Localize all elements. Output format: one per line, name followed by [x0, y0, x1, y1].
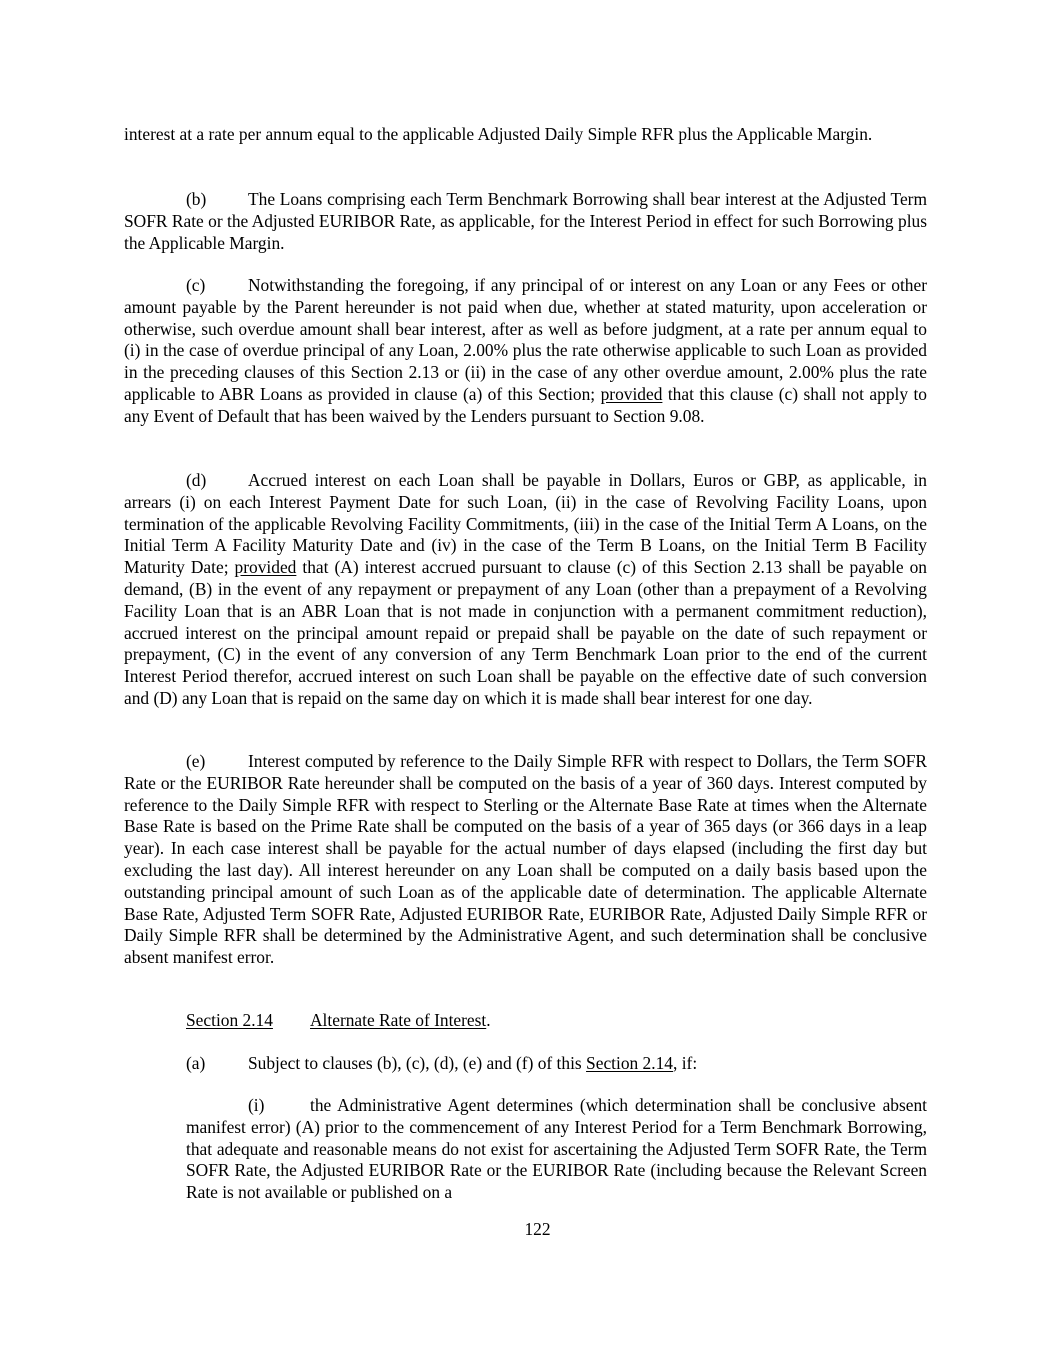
- section-title: Alternate Rate of Interest: [310, 1010, 487, 1030]
- paragraph-d-text-1: Accrued interest on each Loan shall be payable in Dollars, Euros or GBP, as applicable, in arrears (i) on each Interest Payment Date for such Loan, (ii) in the case of Revolving Facility Loans, upon termination of the applicable Revolving Facility Commitments, (iii) in the case of the Initial Term A Loans, on the Initial Term A Facility Maturity Date and (iv) in the case of the Term B Loans, on the Initial Term B Facility Maturity Date;: [124, 470, 927, 578]
- clause-label-b: (b): [186, 189, 207, 209]
- paragraph-e-text: Interest computed by reference to the Daily Simple RFR with respect to Dollars, the Term SOFR Rate or the EURIBOR Rate hereunder shall be computed on the basis of a year of 360 days. Interest computed by reference to the Daily Simple RFR with respect to Sterling or the Alternate Base Rate at times when the Alternate Base Rate is based on the Prime Rate shall be computed on the basis of a year of 365 days (or 366 days in a leap year). In each case interest shall be payable for the actual number of days elapsed (including the first day but excluding the last day). All interest hereunder on any Loan shall be computed on a daily basis based upon the outstanding principal amount of such Loan as of the applicable date of determination. The applicable Alternate Base Rate, Adjusted Term SOFR Rate, Adjusted EURIBOR Rate, EURIBOR Rate, Adjusted Daily Simple RFR or Daily Simple RFR shall be determined by the Administrative Agent, and such determination shall be conclusive absent manifest error.: [124, 751, 927, 968]
- section-heading: [186, 1010, 927, 1032]
- paragraph-continuation: interest at a rate per annum equal to the applicable Adjusted Daily Simple RFR plus the Applicable Margin.: [124, 124, 873, 144]
- paragraph-b: [124, 189, 927, 254]
- page-number: 122: [524, 1219, 551, 1239]
- paragraph-d: [124, 470, 927, 710]
- clause-label-e: (e): [186, 751, 206, 771]
- clause-label-a: (a): [186, 1053, 206, 1073]
- paragraph-c: [124, 275, 927, 428]
- clause-i-text: the Administrative Agent determines (which determination shall be conclusive absent manifest error) (A) prior to the commencement of any Interest Period for a Term Benchmark Borrowing, that adequate and reasonable means do not exist for ascertaining the Adjusted Term SOFR Rate, the Term SOFR Rate, the Adjusted EURIBOR Rate or the EURIBOR Rate (including because the Relevant Screen Rate is not available or published on a: [186, 1095, 927, 1203]
- section-number: Section 2.14: [186, 1010, 273, 1030]
- clause-label-d: (d): [186, 470, 207, 490]
- paragraph-c-text-2: that this clause (c) shall not apply to any Event of Default that has been waived by the Lenders pursuant to Section 9.08.: [124, 383, 927, 426]
- clause-a-text-1: Subject to clauses (b), (c), (d), (e) and (f) of this: [248, 1053, 582, 1073]
- clause-label-i: (i): [248, 1095, 265, 1115]
- paragraph-d-text-2: that (A) interest accrued pursuant to clause (c) of this Section 2.13 shall be payable on demand, (B) in the event of any repayment or prepayment of any Loan (other than a prepayment of a Revolving Facility Loan that is an ABR Loan that is not made in conjunction with a permanent commitment reduction), accrued interest on the principal amount repaid or prepaid shall be payable on the date of such repayment or prepayment, (C) in the event of any conversion of any Term Benchmark Loan prior to the end of the current Interest Period therefor, accrued interest on such Loan shall be payable on the effective date of such conversion and (D) any Loan that is repaid on the same day on which it is made shall bear interest for one day.: [124, 557, 927, 708]
- provided-term-d: provided: [234, 557, 297, 578]
- clause-a: [186, 1053, 927, 1075]
- clause-label-c: (c): [186, 275, 206, 295]
- paragraph-e: [124, 751, 927, 969]
- paragraph-b-text: The Loans comprising each Term Benchmark Borrowing shall bear interest at the Adjusted Term SOFR Rate or the Adjusted EURIBOR Rate, as applicable, for the Interest Period in effect for such Borrowing plus the Applicable Margin.: [124, 189, 927, 253]
- provided-term-c: provided: [600, 383, 663, 404]
- clause-i: [186, 1095, 927, 1204]
- section-title-period: .: [486, 1010, 491, 1030]
- section-reference: Section 2.14: [586, 1053, 673, 1073]
- clause-a-text-2: , if:: [673, 1053, 698, 1073]
- paragraph-c-text-1: Notwithstanding the foregoing, if any principal of or interest on any Loan or any Fees or other amount payable by the Parent hereunder is not paid when due, whether at stated maturity, upon acceleration or otherwise, such overdue amount shall bear interest, after as well as before judgment, at a rate per annum equal to (i) in the case of overdue principal of any Loan, 2.00% plus the rate otherwise applicable to such Loan as provided in the preceding clauses of this Section 2.13 or (ii) in the case of any other overdue amount, 2.00% plus the rate applicable to ABR Loans as provided in clause (a) of this Section;: [124, 275, 927, 404]
